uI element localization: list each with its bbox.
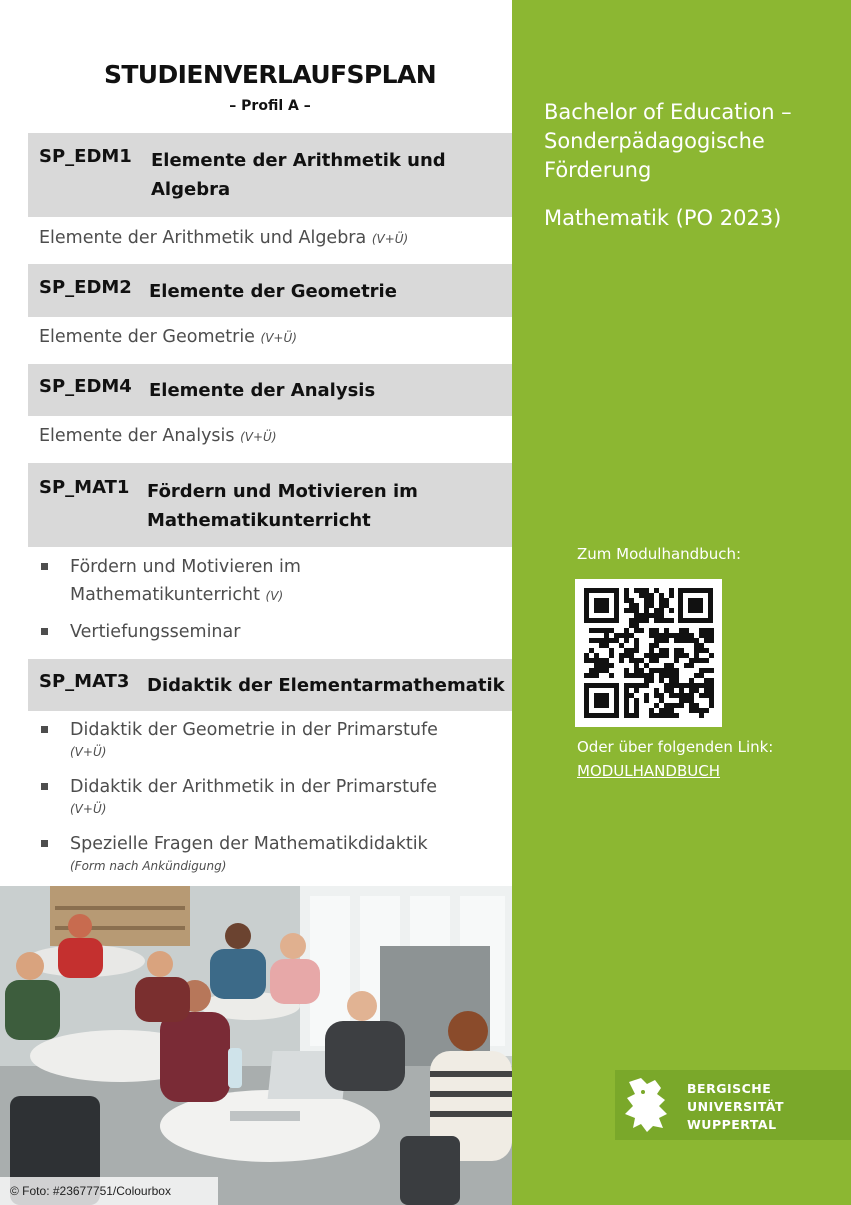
module-code: SP_EDM2 <box>39 277 132 298</box>
list-item <box>39 618 509 646</box>
photo-credit: © Foto: #23677751/Colourbox <box>0 1177 218 1205</box>
module-title-line: Didaktik der Elementarmathematik <box>147 675 505 696</box>
list-item-text <box>70 773 437 817</box>
list-item <box>39 773 509 819</box>
module-title-line: Fördern und Motivieren im <box>147 481 418 502</box>
course-item <box>39 224 509 253</box>
module-code: SP_EDM4 <box>39 376 132 397</box>
program-line: Bachelor of Education – <box>544 100 792 124</box>
document-title: STUDIENVERLAUFSPLAN <box>103 60 437 89</box>
course-form: (V+Ü) <box>240 430 277 444</box>
course-item <box>39 323 509 352</box>
course-name: Elemente der Geometrie <box>39 327 255 347</box>
university-name-line: UNIVERSITÄT <box>687 1099 785 1114</box>
module-code: SP_EDM1 <box>39 146 132 167</box>
module-title <box>151 146 504 204</box>
list-item <box>39 830 509 878</box>
bullet-marker <box>41 563 48 570</box>
course-item <box>39 422 509 451</box>
course-form: (Form nach Ankündigung) <box>70 859 227 873</box>
course-form: (V+Ü) <box>70 802 107 816</box>
list-item-text <box>70 716 438 760</box>
classroom-illustration <box>0 886 512 1205</box>
university-logo <box>615 1070 851 1140</box>
module-code: SP_MAT1 <box>39 477 130 498</box>
module-title-line: Mathematikunterricht <box>147 510 371 531</box>
module-header-sp-mat1 <box>28 463 512 547</box>
module-header-sp-mat3 <box>28 659 512 711</box>
list-item-text <box>70 830 428 874</box>
qr-code[interactable] <box>575 579 722 727</box>
modulhandbuch-link[interactable]: MODULHANDBUCH <box>577 762 720 780</box>
list-item-line: Mathematikunterricht <box>70 585 260 605</box>
lion-crest-icon <box>619 1074 679 1136</box>
program-line: Sonderpädagogische <box>544 129 765 153</box>
course-name: Elemente der Arithmetik und Algebra <box>39 228 367 248</box>
list-item <box>39 716 509 762</box>
bullet-marker <box>41 726 48 733</box>
list-item-text <box>70 553 301 610</box>
module-header-sp-edm4 <box>28 364 512 416</box>
course-form: (V+Ü) <box>70 745 107 759</box>
list-item-text: Vertiefungsseminar <box>70 622 241 642</box>
list-item <box>39 553 509 611</box>
module-title <box>149 376 504 405</box>
university-name-line: WUPPERTAL <box>687 1117 777 1132</box>
course-form: (V+Ü) <box>260 331 297 345</box>
module-header-sp-edm1 <box>28 133 512 217</box>
course-form: (V+Ü) <box>371 232 409 246</box>
list-item-line: Fördern und Motivieren im <box>70 557 301 577</box>
subject-title: Mathematik (PO 2023) <box>544 206 782 230</box>
module-title-line: Elemente der Analysis <box>149 380 376 401</box>
bullet-marker <box>41 840 48 847</box>
qr-code-icon <box>575 579 722 727</box>
list-item-line: Didaktik der Geometrie in der Primarstufe <box>70 720 438 740</box>
list-item-line: Didaktik der Arithmetik in der Primarstufe <box>70 777 437 797</box>
bullet-marker <box>41 783 48 790</box>
module-title <box>149 277 504 306</box>
module-title-line: Algebra <box>151 179 231 200</box>
module-code: SP_MAT3 <box>39 671 130 692</box>
classroom-photo <box>0 886 512 1205</box>
university-name <box>687 1080 784 1134</box>
document-subtitle: – Profil A – <box>229 98 311 114</box>
module-header-sp-edm2 <box>28 264 512 317</box>
list-item-line: Spezielle Fragen der Mathematikdidaktik <box>70 834 428 854</box>
course-name: Elemente der Analysis <box>39 426 235 446</box>
university-name-line: BERGISCHE <box>687 1081 772 1096</box>
module-title-line: Elemente der Geometrie <box>149 281 397 302</box>
link-label: Oder über folgenden Link: <box>577 738 774 756</box>
module-title <box>147 671 504 700</box>
program-name <box>544 98 844 185</box>
course-form: (V) <box>265 589 284 603</box>
module-title <box>147 477 504 535</box>
bullet-marker <box>41 628 48 635</box>
program-line: Förderung <box>544 158 652 182</box>
qr-label: Zum Modulhandbuch: <box>577 545 742 563</box>
module-title-line: Elemente der Arithmetik und <box>151 150 446 171</box>
